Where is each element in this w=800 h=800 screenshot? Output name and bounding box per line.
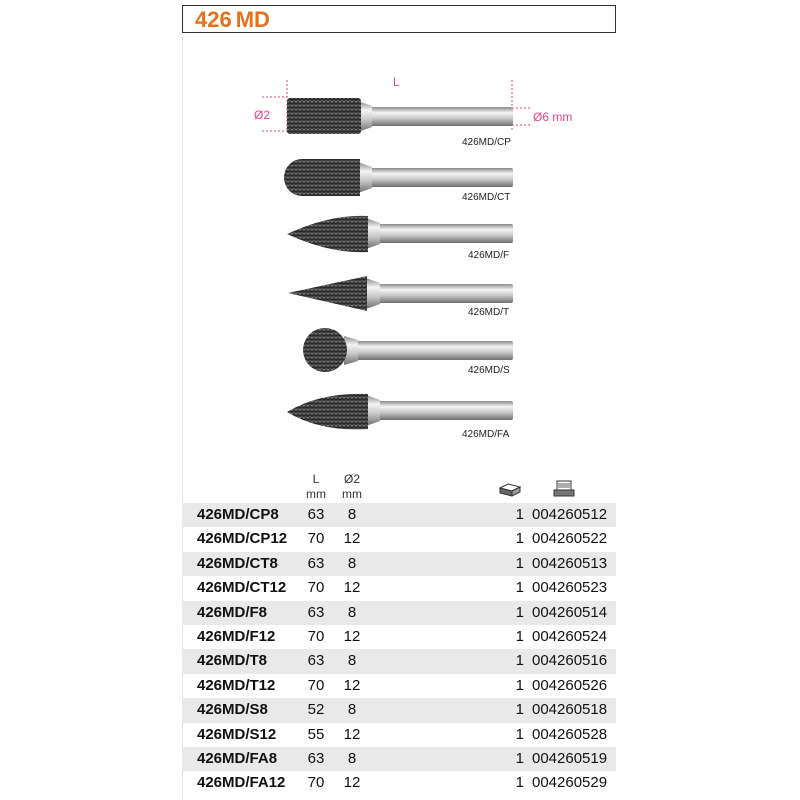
article-number: 004260516 [532, 652, 608, 670]
length-value: 70 [307, 627, 325, 645]
burr-code-t: 426MD/T [468, 307, 510, 318]
head-diameter-label: Ø2 [254, 108, 271, 122]
table-row [182, 747, 616, 771]
table-row [182, 649, 616, 673]
length-label: L [393, 75, 400, 89]
quantity-value: 1 [515, 774, 524, 792]
quantity-value: 1 [515, 725, 524, 743]
diameter-value: 12 [343, 627, 361, 645]
product-code: 426MD/CP8 [197, 506, 279, 523]
article-number: 004260529 [532, 774, 608, 792]
burr-ct [284, 159, 513, 203]
diameter-value: 12 [343, 774, 361, 792]
article-number: 004260519 [532, 749, 608, 767]
quantity-value: 1 [515, 506, 524, 523]
diameter-value: 12 [343, 725, 361, 743]
length-value: 63 [307, 603, 325, 621]
table-row [182, 771, 616, 795]
table-header [182, 463, 616, 503]
quantity-value: 1 [515, 701, 524, 719]
title-suffix: MD [235, 7, 270, 32]
header-diameter-unit: mm [342, 487, 362, 501]
length-value: 70 [307, 676, 325, 694]
article-number: 004260514 [532, 603, 608, 621]
article-number: 004260526 [532, 676, 608, 694]
quantity-value: 1 [515, 627, 524, 645]
length-value: 63 [307, 652, 325, 670]
burr-f [287, 216, 513, 261]
header-length: L [312, 472, 320, 486]
product-code: 426MD/S12 [197, 725, 277, 743]
table-row [182, 723, 616, 747]
burr-t [288, 276, 513, 318]
article-number: 004260522 [532, 530, 608, 548]
product-code: 426MD/F8 [197, 603, 268, 621]
product-code: 426MD/T12 [197, 676, 276, 694]
burr-fa [287, 394, 513, 440]
product-code: 426MD/CP12 [197, 530, 288, 548]
table-row [182, 625, 616, 649]
shank-diameter-label: Ø6 mm [533, 110, 573, 124]
product-code: 426MD/CT12 [197, 579, 287, 597]
quantity-value: 1 [515, 652, 524, 670]
barcode-icon [552, 480, 576, 501]
length-value: 52 [307, 701, 325, 719]
diameter-value: 8 [347, 652, 357, 670]
product-table [182, 463, 616, 796]
diameter-value: 8 [347, 701, 357, 719]
quantity-value: 1 [515, 749, 524, 767]
product-code: 426MD/CT8 [197, 554, 278, 572]
burr-s [303, 328, 513, 376]
diameter-value: 8 [347, 506, 357, 523]
product-code: 426MD/F12 [197, 627, 276, 645]
table-row [182, 674, 616, 698]
package-icon [498, 482, 522, 501]
article-number: 004260524 [532, 627, 608, 645]
diameter-value: 12 [343, 579, 361, 597]
quantity-value: 1 [515, 530, 524, 548]
length-value: 70 [307, 579, 325, 597]
product-code: 426MD/FA8 [197, 749, 278, 767]
quantity-value: 1 [515, 579, 524, 597]
burr-code-ct: 426MD/CT [462, 192, 511, 203]
table-body [182, 503, 616, 796]
burr-code-s: 426MD/S [468, 365, 510, 376]
header-length-unit: mm [306, 487, 326, 501]
burr-code-f: 426MD/F [468, 250, 510, 261]
table-row [182, 698, 616, 722]
product-code: 426MD/FA12 [197, 774, 286, 792]
header-diameter: Ø2 [343, 472, 360, 486]
table-row [182, 601, 616, 625]
product-code: 426MD/T8 [197, 652, 268, 670]
diameter-value: 8 [347, 749, 357, 767]
length-value: 70 [307, 774, 325, 792]
length-value: 70 [307, 530, 325, 548]
title-number: 426 [195, 7, 232, 32]
burr-cp [287, 98, 513, 148]
article-number: 004260523 [532, 579, 608, 597]
length-value: 63 [307, 506, 325, 523]
article-number: 004260518 [532, 701, 608, 719]
quantity-value: 1 [515, 554, 524, 572]
length-value: 55 [307, 725, 325, 743]
table-row [182, 576, 616, 600]
table-row [182, 527, 616, 551]
product-code: 426MD/S8 [197, 701, 268, 719]
table-row [182, 503, 616, 527]
table-row [182, 552, 616, 576]
diameter-value: 12 [343, 676, 361, 694]
diameter-value: 12 [343, 530, 361, 548]
article-number: 004260512 [532, 506, 608, 523]
length-value: 63 [307, 749, 325, 767]
article-number: 004260528 [532, 725, 608, 743]
burr-code-fa: 426MD/FA [462, 429, 510, 440]
length-value: 63 [307, 554, 325, 572]
diameter-value: 8 [347, 554, 357, 572]
article-number: 004260513 [532, 554, 608, 572]
burr-code-cp: 426MD/CP [462, 137, 511, 148]
quantity-value: 1 [515, 676, 524, 694]
quantity-value: 1 [515, 603, 524, 621]
diameter-value: 8 [347, 603, 357, 621]
